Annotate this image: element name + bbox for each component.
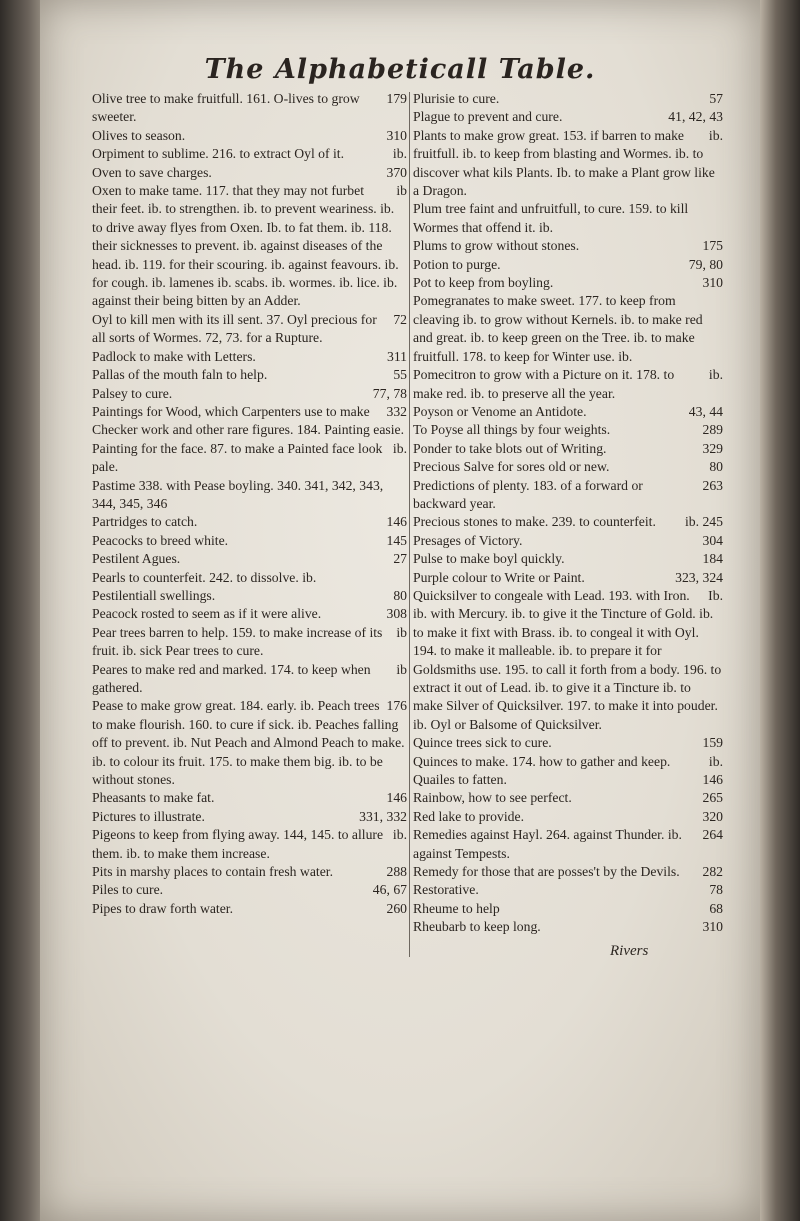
entry-text: Precious stones to make. 239. to counterfeit. bbox=[413, 514, 656, 530]
index-entry bbox=[413, 513, 723, 531]
entry-text: Partridges to catch. bbox=[92, 514, 198, 530]
entry-page-number: ib bbox=[396, 183, 407, 199]
entry-text: Pearls to counterfeit. 242. to dissolve. ib. bbox=[92, 569, 317, 585]
entry-page-number: ib. bbox=[392, 440, 407, 456]
index-entry bbox=[92, 624, 407, 661]
entry-page-number: 80 bbox=[393, 587, 407, 603]
entry-text: Rheume to help bbox=[413, 900, 500, 916]
entry-text: Pits in marshy places to contain fresh water. bbox=[92, 864, 333, 880]
entry-text: Red lake to provide. bbox=[413, 808, 524, 824]
entry-page-number: 46, 67 bbox=[372, 882, 407, 898]
entry-text: Pestilent Agues. bbox=[92, 551, 181, 567]
entry-text: Pomegranates to make sweet. 177. to keep from cleaving ib. to grow without Kernels. ib. to make red and great. ib. to keep green on the Tree. ib. to make fruitfull. 178. to keep for Winter use. ib. bbox=[413, 293, 703, 364]
index-entry bbox=[413, 587, 723, 734]
entry-text: Plum tree faint and unfruitfull, to cure. 159. to kill Wormes that offend it. ib. bbox=[413, 201, 689, 235]
entry-page-number: 146 bbox=[702, 772, 723, 788]
entry-text: Pomecitron to grow with a Picture on it. 178. to make red. ib. to preserve all the year. bbox=[413, 367, 675, 401]
entry-text: Peacock rosted to seem as if it were alive. bbox=[92, 606, 322, 622]
entry-text: Remedy for those that are posses't by the Devils. bbox=[413, 864, 680, 880]
entry-page-number: 41, 42, 43 bbox=[668, 109, 723, 125]
entry-page-number: ib. bbox=[392, 146, 407, 162]
entry-text: Pallas of the mouth faln to help. bbox=[92, 367, 268, 383]
entry-text: Quinces to make. 174. how to gather and keep. bbox=[413, 753, 671, 769]
entry-page-number: 304 bbox=[702, 532, 723, 548]
entry-text: Potion to purge. bbox=[413, 256, 501, 272]
entry-text: Olive tree to make fruitfull. 161. O-lives to grow sweeter. bbox=[92, 91, 360, 125]
entry-page-number: 72 bbox=[393, 311, 407, 327]
entry-text: Peares to make red and marked. 174. to keep when gathered. bbox=[92, 661, 371, 695]
entry-text: Olives to season. bbox=[92, 127, 186, 143]
index-entry bbox=[92, 569, 407, 587]
entry-page-number: Ib. bbox=[708, 587, 723, 603]
index-entry bbox=[92, 366, 407, 384]
entry-text: Quince trees sick to cure. bbox=[413, 735, 552, 751]
entry-text: Painting for the face. 87. to make a Painted face look pale. bbox=[92, 440, 383, 475]
entry-text: Oyl to kill men with its ill sent. 37. Oyl precious for all sorts of Wormes. 72, 73. for a Rupture. bbox=[92, 311, 377, 346]
entry-text: Plague to prevent and cure. bbox=[413, 109, 563, 125]
entry-text: Quailes to fatten. bbox=[413, 772, 507, 788]
index-entry bbox=[413, 127, 723, 201]
index-column-right bbox=[413, 90, 723, 937]
entry-page-number: 310 bbox=[702, 275, 723, 291]
index-entry bbox=[92, 311, 407, 348]
page-title: The Alphabeticall Table. bbox=[204, 54, 596, 85]
index-entry bbox=[413, 440, 723, 458]
entry-text: Pictures to illustrate. bbox=[92, 808, 205, 824]
index-entry bbox=[413, 753, 723, 771]
index-entry bbox=[92, 403, 407, 440]
index-entry bbox=[413, 789, 723, 807]
entry-page-number: 175 bbox=[702, 238, 723, 254]
entry-page-number: 27 bbox=[393, 551, 407, 567]
entry-page-number: 179 bbox=[386, 91, 407, 106]
index-entry bbox=[413, 292, 723, 366]
entry-page-number: 323, 324 bbox=[675, 569, 723, 585]
entry-page-number: 146 bbox=[386, 790, 407, 806]
entry-text: Plants to make grow great. 153. if barren to make fruitfull. ib. to keep from blasting and Wormes. ib. to discover what kils Plants. Ib. to make a Plant grow like a Dragon. bbox=[413, 127, 715, 199]
index-entry bbox=[92, 440, 407, 477]
index-entry bbox=[92, 789, 407, 807]
entry-text: Oven to save charges. bbox=[92, 164, 212, 180]
index-entry bbox=[413, 771, 723, 789]
entry-page-number: 184 bbox=[702, 551, 723, 567]
index-entry bbox=[413, 569, 723, 587]
entry-page-number: 320 bbox=[702, 808, 723, 824]
entry-page-number: 176 bbox=[386, 698, 407, 714]
entry-page-number: 145 bbox=[386, 532, 407, 548]
catchword: Rivers bbox=[610, 943, 649, 959]
entry-text: Predictions of plenty. 183. of a forward or backward year. bbox=[413, 477, 643, 511]
entry-text: Pear trees barren to help. 159. to make increase of its fruit. ib. sick Pear trees to cure. bbox=[92, 624, 383, 659]
entry-text: Pulse to make boyl quickly. bbox=[413, 551, 565, 567]
index-entry bbox=[413, 734, 723, 752]
entry-page-number: 146 bbox=[386, 514, 407, 530]
index-entry bbox=[413, 477, 723, 514]
entry-page-number: 329 bbox=[702, 440, 723, 456]
entry-page-number: ib bbox=[396, 661, 407, 677]
index-entry bbox=[92, 164, 407, 182]
left-page-edge bbox=[0, 0, 40, 1221]
index-entry bbox=[413, 881, 723, 899]
index-entry bbox=[413, 826, 723, 863]
column-divider bbox=[409, 92, 410, 957]
entry-page-number: 55 bbox=[393, 367, 407, 383]
index-entry bbox=[92, 697, 407, 789]
entry-page-number: ib. bbox=[708, 367, 723, 383]
entry-text: Plurisie to cure. bbox=[413, 91, 500, 106]
index-entry bbox=[413, 200, 723, 237]
entry-page-number: 332 bbox=[386, 403, 407, 419]
entry-text: Presages of Victory. bbox=[413, 532, 523, 548]
entry-page-number: 310 bbox=[702, 919, 723, 935]
entry-page-number: 78 bbox=[709, 882, 723, 898]
entry-text: Purple colour to Write or Paint. bbox=[413, 569, 585, 585]
entry-text: Pipes to draw forth water. bbox=[92, 900, 234, 916]
index-entry bbox=[92, 127, 407, 145]
index-entry bbox=[92, 826, 407, 863]
index-entry bbox=[413, 421, 723, 439]
index-entry bbox=[413, 403, 723, 421]
entry-text: Rheubarb to keep long. bbox=[413, 919, 541, 935]
entry-text: Piles to cure. bbox=[92, 882, 164, 898]
index-entry bbox=[92, 661, 407, 698]
entry-text: Orpiment to sublime. 216. to extract Oyl of it. bbox=[92, 146, 345, 162]
index-entry bbox=[413, 256, 723, 274]
entry-page-number: 308 bbox=[386, 606, 407, 622]
index-entry bbox=[92, 513, 407, 531]
entry-page-number: 80 bbox=[709, 459, 723, 475]
index-entry bbox=[92, 348, 407, 366]
index-entry bbox=[413, 90, 723, 108]
index-entry bbox=[92, 477, 407, 514]
entry-text: Pastime 338. with Pease boyling. 340. 341, 342, 343, 344, 345, 346 bbox=[92, 477, 384, 511]
entry-text: Peacocks to breed white. bbox=[92, 532, 229, 548]
index-entry bbox=[92, 587, 407, 605]
entry-page-number: 260 bbox=[386, 900, 407, 916]
index-entry bbox=[92, 532, 407, 550]
index-entry bbox=[413, 863, 723, 881]
entry-text: Oxen to make tame. 117. that they may not furbet their feet. ib. to strengthen. ib. to prevent weariness. ib. to drive away flyes from Oxen. Ib. to fat them. ib. 118. their sicknesses to prevent. ib. against diseases of the head. ib. 119. for their scouring. ib. against feavours. ib. for cough. ib. lamenes ib. scabs. ib. wormes. ib. lice. ib. against their being bitten by an Adder. bbox=[92, 183, 399, 309]
entry-page-number: 289 bbox=[702, 422, 723, 438]
entry-page-number: 57 bbox=[709, 91, 723, 106]
entry-text: Precious Salve for sores old or new. bbox=[413, 459, 610, 475]
index-entry bbox=[413, 237, 723, 255]
entry-page-number: ib. 245 bbox=[684, 514, 723, 530]
entry-page-number: 43, 44 bbox=[688, 403, 723, 419]
index-entry bbox=[413, 458, 723, 476]
index-entry bbox=[92, 145, 407, 163]
entry-page-number: 68 bbox=[709, 900, 723, 916]
entry-page-number: 288 bbox=[386, 864, 407, 880]
entry-page-number: 282 bbox=[702, 864, 723, 880]
entry-text: Ponder to take blots out of Writing. bbox=[413, 440, 607, 456]
entry-text: Plums to grow without stones. bbox=[413, 238, 580, 254]
index-entry bbox=[92, 550, 407, 568]
entry-page-number: ib. bbox=[392, 827, 407, 843]
index-entry bbox=[413, 108, 723, 126]
entry-page-number: 311 bbox=[386, 348, 407, 364]
index-entry bbox=[92, 385, 407, 403]
entry-text: Paintings for Wood, which Carpenters use to make Checker work and other rare figures. 184. Painting easie. bbox=[92, 403, 405, 438]
entry-text: Palsey to cure. bbox=[92, 385, 173, 401]
right-page-edge bbox=[760, 0, 800, 1221]
entry-page-number: ib. bbox=[708, 127, 723, 143]
index-entry bbox=[92, 881, 407, 899]
entry-text: Pot to keep from boyling. bbox=[413, 275, 554, 291]
entry-page-number: 264 bbox=[702, 827, 723, 843]
entry-text: Pigeons to keep from flying away. 144, 145. to allure them. ib. to make them increase. bbox=[92, 827, 384, 861]
index-entry bbox=[413, 918, 723, 936]
entry-page-number: 79, 80 bbox=[688, 256, 723, 272]
entry-page-number: 310 bbox=[386, 127, 407, 143]
index-entry bbox=[413, 532, 723, 550]
index-entry bbox=[413, 900, 723, 918]
index-column-left bbox=[92, 90, 407, 918]
entry-text: Padlock to make with Letters. bbox=[92, 348, 256, 364]
entry-text: Poyson or Venome an Antidote. bbox=[413, 403, 587, 419]
entry-page-number: 331, 332 bbox=[359, 808, 407, 824]
index-entry bbox=[92, 863, 407, 881]
index-entry bbox=[413, 274, 723, 292]
entry-page-number: 159 bbox=[702, 735, 723, 751]
entry-text: To Poyse all things by four weights. bbox=[413, 422, 611, 438]
entry-text: Rainbow, how to see perfect. bbox=[413, 790, 572, 806]
index-entry bbox=[92, 808, 407, 826]
index-entry bbox=[92, 900, 407, 918]
index-entry bbox=[413, 366, 723, 403]
entry-page-number: 77, 78 bbox=[372, 385, 407, 401]
index-entry bbox=[92, 90, 407, 127]
entry-page-number: 263 bbox=[702, 477, 723, 493]
entry-text: Pease to make grow great. 184. early. ib. Peach trees to make flourish. 160. to cure if sick. ib. Peaches falling off to prevent. ib. Nut Peach and Almond Peach to make. ib. to colour its fruit. 175. to make them big. ib. to be without stones. bbox=[92, 698, 405, 788]
entry-text: Quicksilver to congeale with Lead. 193. with Iron. ib. with Mercury. ib. to give it the Tincture of Gold. ib. to make it fixt with Brass. ib. to congeal it with Oyl. 194. to make it malleable. ib. to prepare it for Goldsmiths use. 195. to call it forth from a body. 196. to extract it out of Lead. ib. to give it a Tincture ib. to make Silver of Quicksilver. 197. to make it into pouder. ib. Oyl or Balsome of Quicksilver. bbox=[413, 587, 722, 732]
entry-text: Restorative. bbox=[413, 882, 479, 898]
entry-page-number: 370 bbox=[386, 164, 407, 180]
index-entry bbox=[413, 550, 723, 568]
index-entry bbox=[92, 605, 407, 623]
entry-text: Pestilentiall swellings. bbox=[92, 587, 216, 603]
entry-text: Remedies against Hayl. 264. against Thunder. ib. against Tempests. bbox=[413, 827, 682, 861]
index-entry bbox=[92, 182, 407, 311]
entry-page-number: ib. bbox=[708, 753, 723, 769]
entry-text: Pheasants to make fat. bbox=[92, 790, 215, 806]
index-entry bbox=[413, 808, 723, 826]
entry-page-number: ib bbox=[396, 624, 407, 640]
entry-page-number: 265 bbox=[702, 790, 723, 806]
